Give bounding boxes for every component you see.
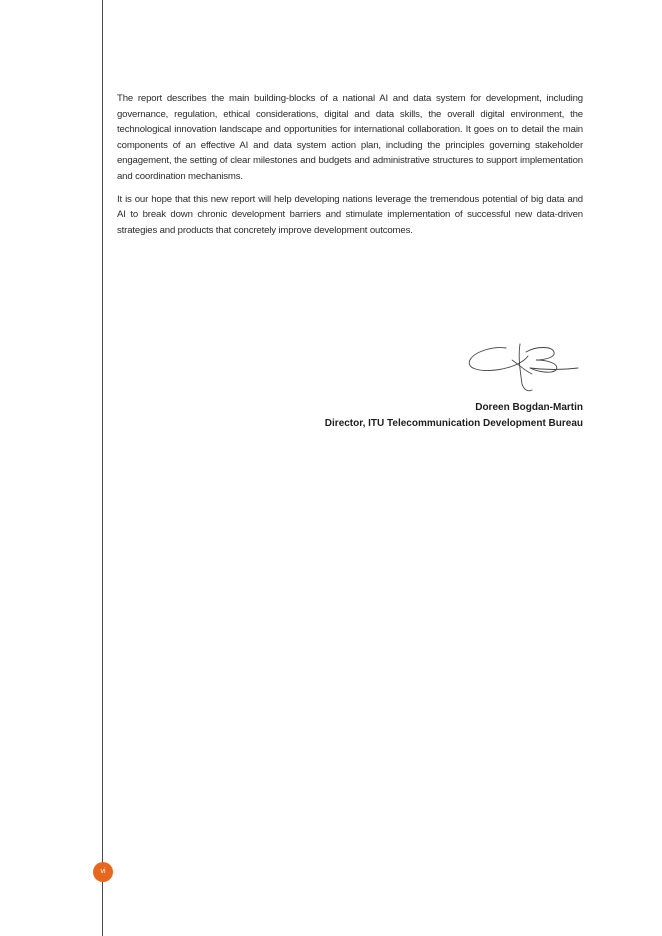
signatory-name: Doreen Bogdan-Martin [475, 402, 583, 413]
paragraph-report-description: The report describes the main building-blocks of a national AI and data system for development, including governance, regulation, ethical considerations, digital and data skills, the overall digital environment, the technological innovation landscape and opportunities for international collaboration. It goes on to detail the main components of an effective AI and data system action plan, including the principles governing stakeholder engagement, the setting of clear milestones and budgets and administrative structures to support implementation and coordination mechanisms. [117, 93, 583, 182]
handwritten-signature [462, 340, 582, 396]
page-number-badge: vi [93, 862, 113, 882]
paragraph-hope-statement: It is our hope that this new report will help developing nations leverage the tremendous potential of big data and AI to break down chronic development barriers and stimulate implementation of successful new data-driven strategies and products that concretely improve development outcomes. [117, 193, 583, 236]
signatory-title: Director, ITU Telecommunication Development Bureau [324, 418, 583, 429]
body-text [117, 91, 583, 245]
signature-block [325, 400, 583, 432]
margin-rule [102, 0, 103, 936]
